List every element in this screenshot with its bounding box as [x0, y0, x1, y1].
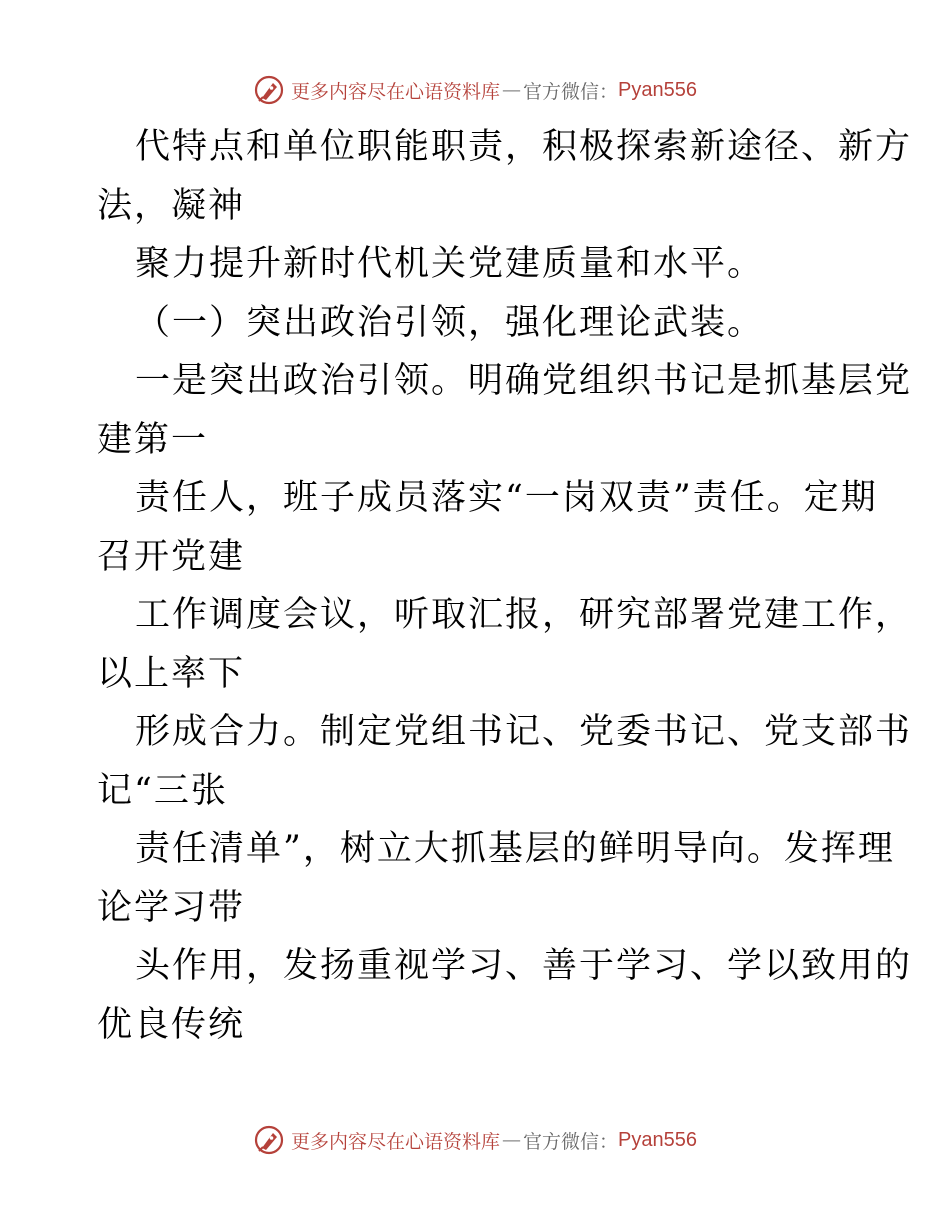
- header-watermark: [0, 70, 950, 110]
- watermark-official-label: 官方微信：: [523, 1130, 619, 1153]
- section-heading: （一）突出政治引领，强化理论武装。: [135, 302, 765, 343]
- watermark-wechat-id: Pyan556: [618, 78, 697, 101]
- text-line: 优良传统: [97, 1004, 246, 1045]
- text-line: 一是突出政治引领。明确党组织书记是抓基层党: [135, 361, 913, 401]
- watermark-wechat-id: Pyan556: [618, 1128, 697, 1151]
- text-line: 形成合力。制定党组书记、党委书记、党支部书: [135, 712, 913, 752]
- text-line: 责任人，班子成员落实“一岗双责”责任。定期: [135, 478, 878, 518]
- text-line: 记“三张: [97, 770, 228, 811]
- watermark-site-text: 更多内容尽在心语资料库: [291, 1130, 501, 1153]
- watermark-dash: —: [502, 79, 522, 101]
- text-line: 法，凝神: [97, 185, 246, 226]
- text-line: 建第一: [97, 419, 209, 460]
- text-line: 头作用，发扬重视学习、善于学习、学以致用的: [135, 946, 913, 986]
- text-line: 责任清单”，树立大抓基层的鲜明导向。发挥理: [135, 829, 895, 869]
- pen-nib-logo-icon: [253, 74, 285, 106]
- text-line: 论学习带: [97, 887, 246, 928]
- footer-watermark: [0, 1120, 950, 1160]
- text-line: 以上率下: [97, 653, 246, 694]
- text-line: 聚力提升新时代机关党建质量和水平。: [135, 244, 765, 284]
- watermark-dash: —: [502, 1129, 522, 1151]
- text-line: 代特点和单位职能职责，积极探索新途径、新方: [135, 127, 913, 167]
- document-body: [97, 118, 913, 1054]
- watermark-official-label: 官方微信：: [523, 80, 619, 103]
- watermark-site-text: 更多内容尽在心语资料库: [291, 80, 501, 103]
- text-line: 召开党建: [97, 536, 246, 577]
- text-line: 工作调度会议，听取汇报，研究部署党建工作，: [135, 595, 913, 635]
- pen-nib-logo-icon: [253, 1124, 285, 1156]
